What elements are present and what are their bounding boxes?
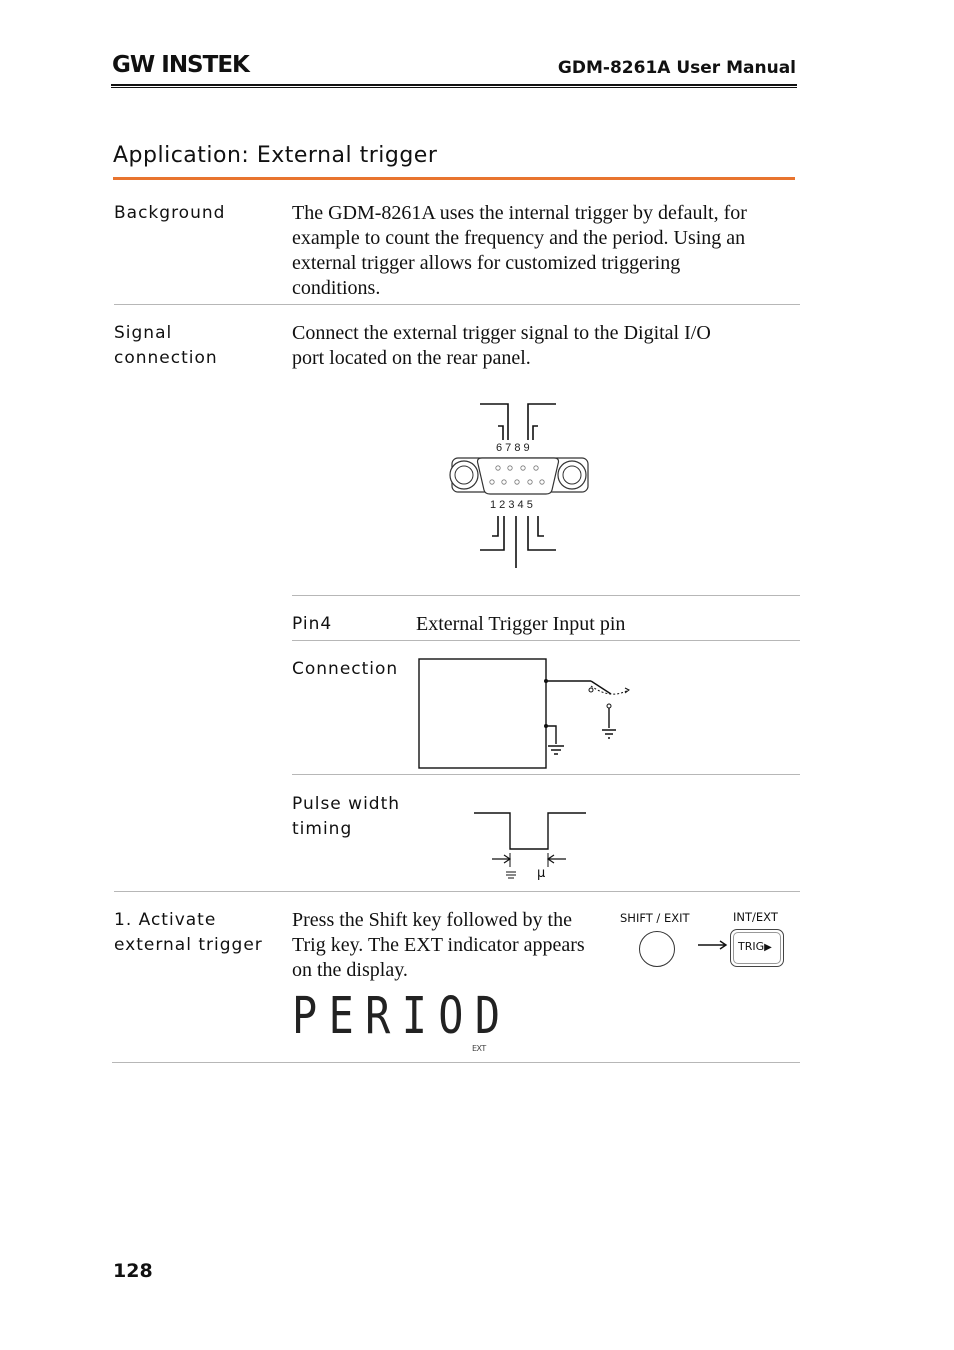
mount-screw-inner bbox=[455, 466, 473, 484]
step1-label-line: 1. Activate bbox=[114, 910, 217, 930]
trig-key-top-label: INT/EXT bbox=[733, 910, 778, 924]
ground-symbol bbox=[548, 746, 564, 754]
trig-key-button[interactable] bbox=[730, 929, 784, 967]
shift-key-button[interactable] bbox=[639, 931, 675, 967]
pulse-timing-diagram bbox=[470, 805, 595, 890]
step1-line: Trig key. The EXT indicator appears bbox=[292, 934, 585, 956]
step1-line: Press the Shift key followed by the bbox=[292, 909, 572, 931]
ge-symbol bbox=[506, 872, 516, 878]
section-title-underline bbox=[113, 177, 795, 180]
shift-key-label: SHIFT / EXIT bbox=[620, 911, 690, 925]
pulse-label-line: Pulse width bbox=[292, 794, 401, 814]
step1-label bbox=[114, 908, 263, 958]
pin4-description: External Trigger Input pin bbox=[416, 613, 626, 635]
signal-label-line: connection bbox=[114, 348, 218, 368]
connector-shell bbox=[478, 458, 559, 494]
brand-logo: GW INSTEK bbox=[112, 52, 249, 78]
pulse-arrow-left bbox=[492, 855, 510, 863]
pin-lead bbox=[533, 426, 538, 440]
mount-screw-inner bbox=[563, 466, 581, 484]
pin-lead bbox=[498, 426, 503, 440]
pulse-unit: µ bbox=[537, 866, 546, 881]
pin-numbers-bottom: 1 2 3 4 5 bbox=[490, 499, 533, 511]
signal-label bbox=[114, 321, 218, 371]
signal-label-line: Signal bbox=[114, 323, 173, 343]
switch-contact bbox=[589, 688, 593, 692]
db9-connector-diagram bbox=[440, 398, 600, 573]
row-divider bbox=[114, 891, 800, 892]
pin-lead bbox=[538, 516, 544, 536]
row-divider bbox=[292, 640, 800, 641]
play-icon: ▶ bbox=[764, 942, 772, 953]
pin4-label: Pin4 bbox=[292, 614, 333, 634]
row-divider bbox=[114, 304, 800, 305]
page-number: 128 bbox=[113, 1260, 153, 1282]
pulse-label bbox=[292, 792, 400, 842]
switch-arc-arrow bbox=[625, 688, 629, 693]
step1-label-line: external trigger bbox=[114, 935, 263, 955]
pulse-waveform bbox=[474, 813, 586, 849]
pin-lead bbox=[480, 516, 504, 550]
step1-line: on the display. bbox=[292, 959, 408, 981]
switch-blade bbox=[591, 681, 611, 694]
trig-key-label: TRIG bbox=[738, 940, 765, 953]
row-divider bbox=[292, 595, 800, 596]
row-divider bbox=[112, 1062, 800, 1063]
instrument-box bbox=[419, 659, 546, 768]
pulse-arrow-right bbox=[548, 855, 566, 863]
header-rule bbox=[111, 84, 797, 86]
signal-line: port located on the rear panel. bbox=[292, 347, 531, 369]
background-label: Background bbox=[114, 203, 226, 223]
pin-lead bbox=[528, 516, 556, 550]
display-text: PERIOD bbox=[292, 987, 512, 1046]
background-line: The GDM-8261A uses the internal trigger by default, for bbox=[292, 202, 747, 224]
switch-contact bbox=[607, 704, 611, 708]
pulse-marker bbox=[510, 853, 548, 867]
junction-dot bbox=[544, 724, 548, 728]
background-line: example to count the frequency and the period. Using an bbox=[292, 227, 746, 249]
signal-text bbox=[292, 321, 802, 371]
row-divider bbox=[292, 774, 800, 775]
background-line: conditions. bbox=[292, 277, 381, 299]
ext-indicator: EXT bbox=[472, 1044, 486, 1053]
signal-line: Connect the external trigger signal to the Digital I/O bbox=[292, 322, 711, 344]
connection-schematic bbox=[416, 656, 636, 772]
junction-dot bbox=[544, 679, 548, 683]
header-rule-thin bbox=[111, 87, 797, 88]
switch-ground-symbol bbox=[602, 730, 616, 738]
background-line: external trigger allows for customized triggering bbox=[292, 252, 681, 274]
arrow-right-icon bbox=[697, 938, 729, 952]
lcd-display bbox=[292, 987, 512, 1046]
section-title: Application: External trigger bbox=[113, 143, 438, 168]
pin-numbers-top: 6 7 8 9 bbox=[496, 442, 530, 454]
manual-title: GDM-8261A User Manual bbox=[557, 58, 796, 78]
ground-wire bbox=[546, 726, 556, 744]
connection-label: Connection bbox=[292, 659, 399, 679]
pin-lead bbox=[492, 516, 498, 536]
step1-text bbox=[292, 908, 622, 983]
pulse-label-line: timing bbox=[292, 819, 353, 839]
background-text bbox=[292, 201, 802, 301]
